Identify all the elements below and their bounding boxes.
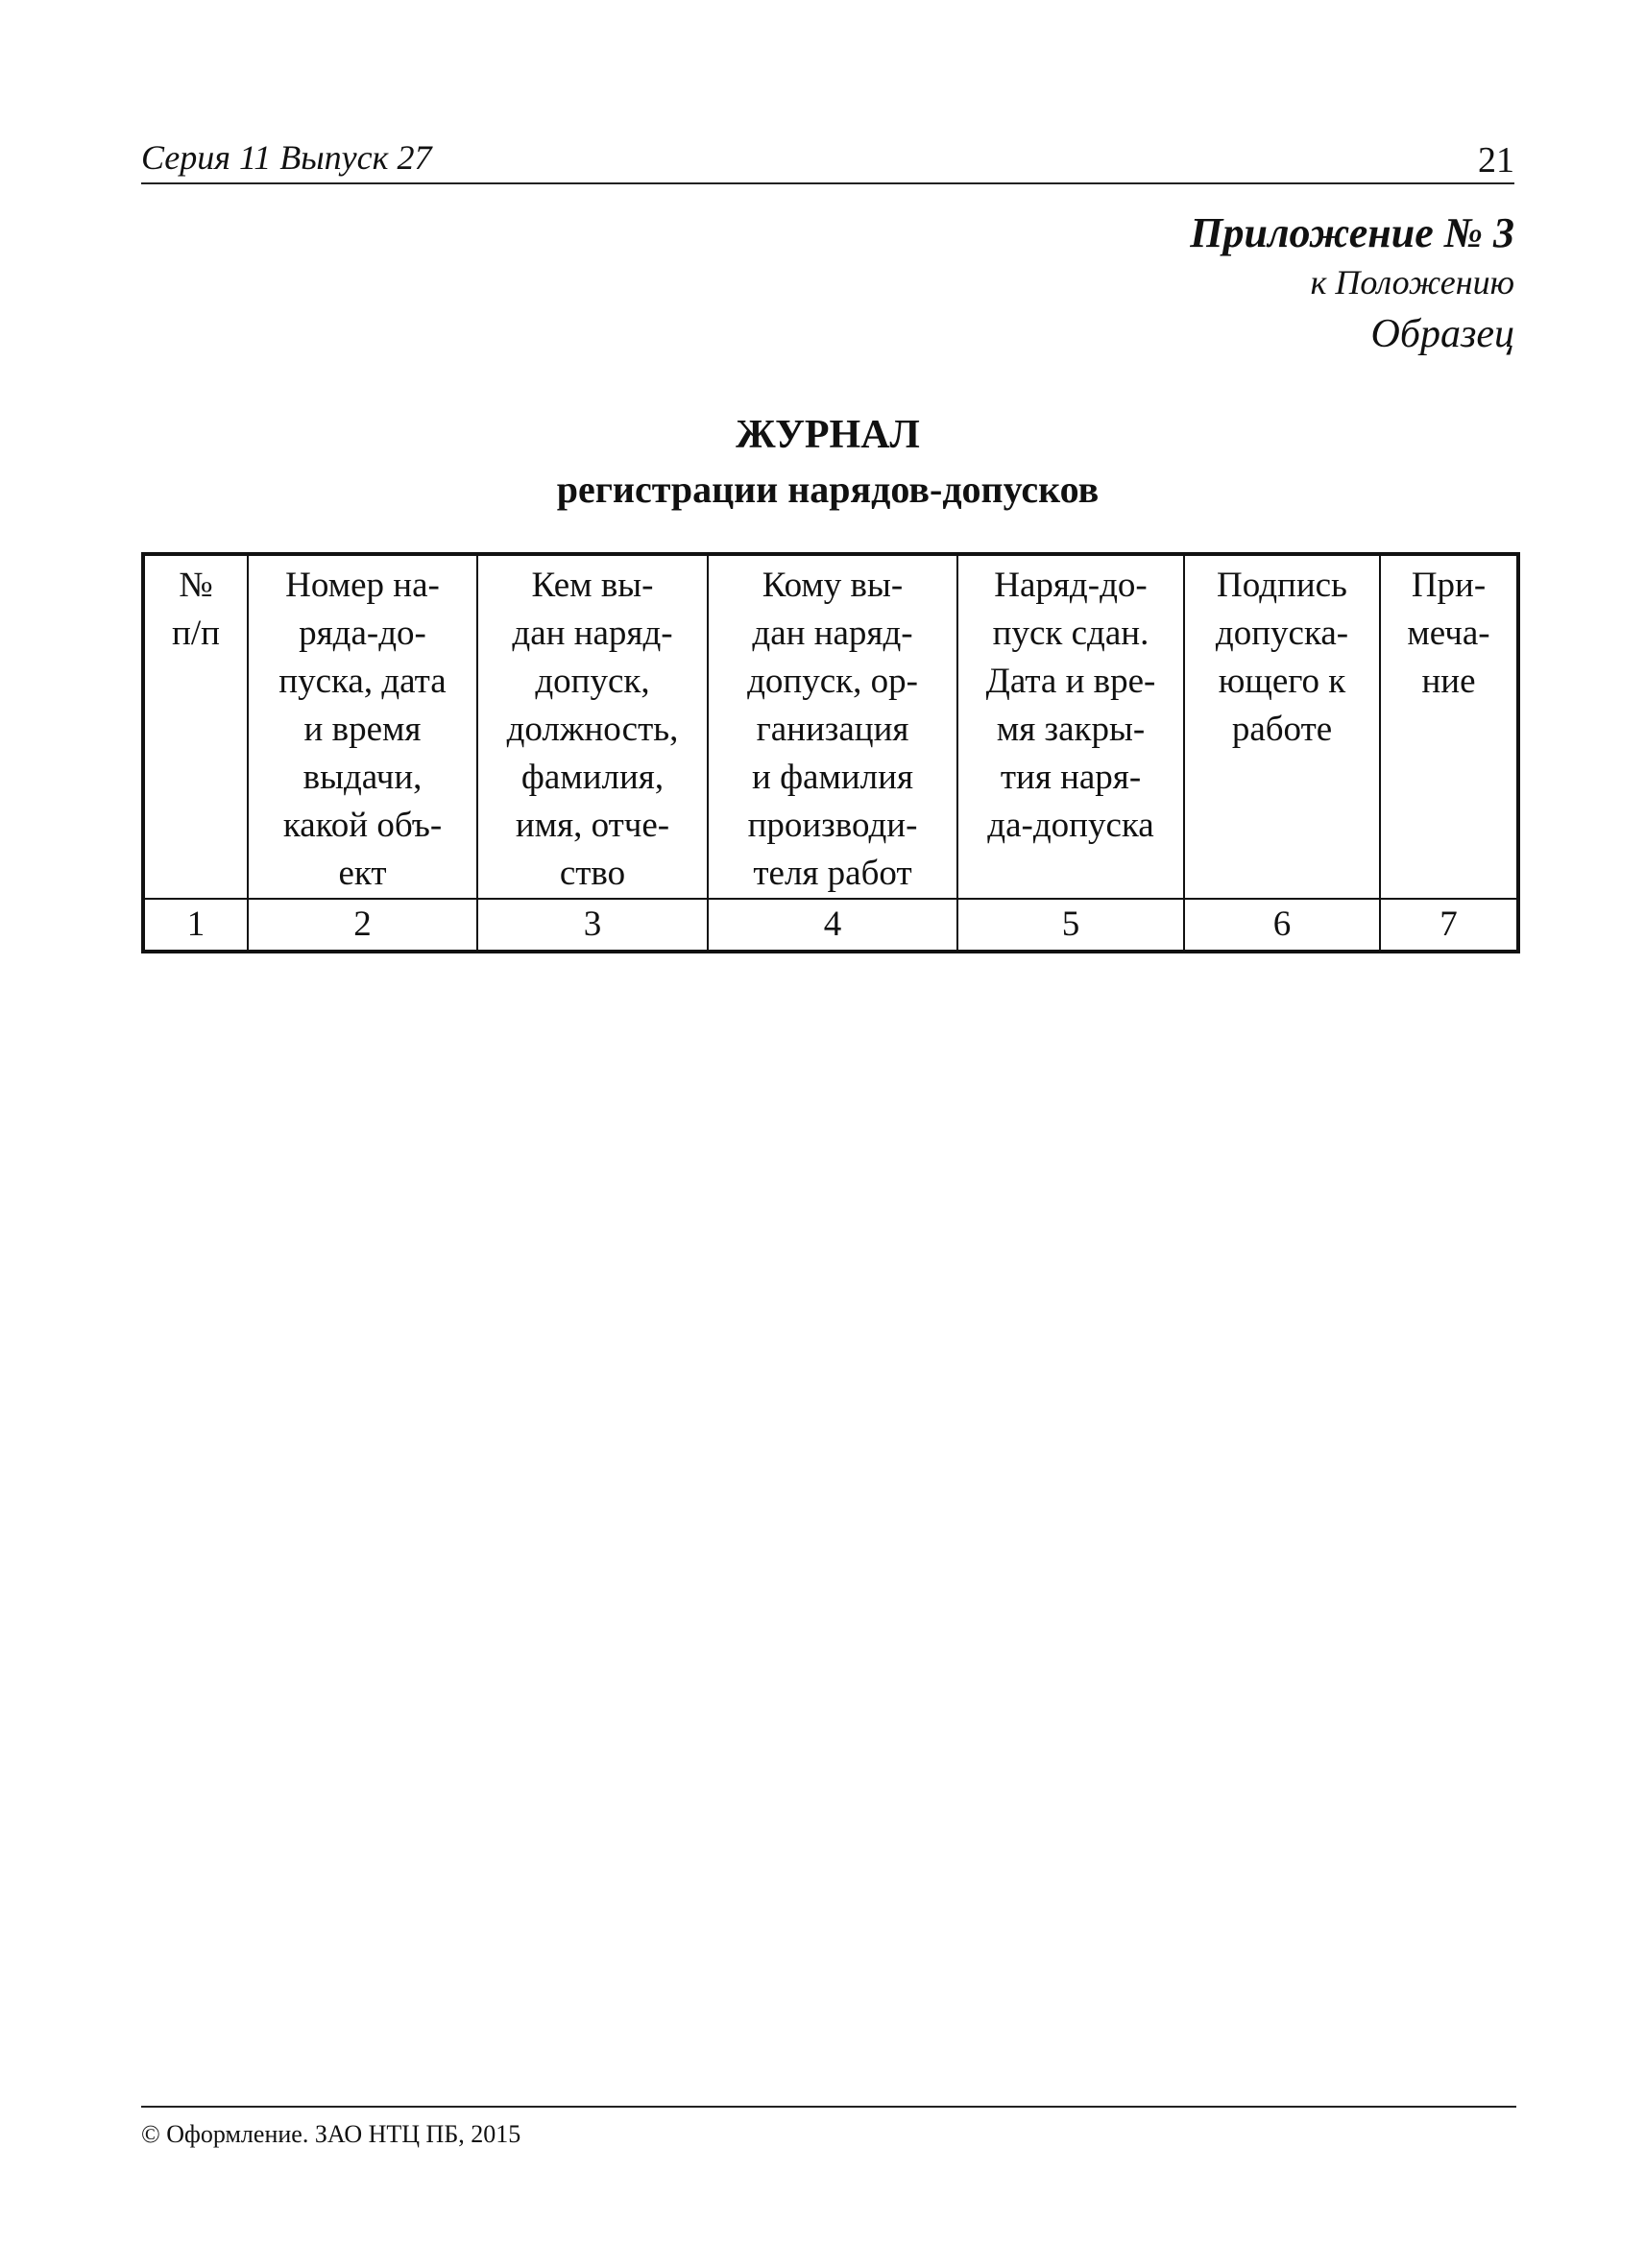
table-row-column-numbers [143, 899, 1518, 952]
column-number-cell: 6 [1184, 899, 1380, 952]
page-number: 21 [1478, 140, 1514, 181]
series-label: Серия 11 Выпуск 27 [141, 138, 432, 177]
page-header [141, 134, 1514, 184]
journal-title-block [141, 408, 1514, 518]
appendix-subtitle: к Положению [1310, 263, 1514, 302]
column-number-cell: 4 [708, 899, 957, 952]
column-number-cell: 3 [477, 899, 708, 952]
footer-divider [141, 2106, 1516, 2108]
header-cell-permit-closed: Наряд-до- пуск сдан. Дата и вре- мя закры- тия наря- да-допуска [957, 554, 1184, 899]
column-number-cell: 1 [143, 899, 248, 952]
column-number-cell: 5 [957, 899, 1184, 952]
header-cell-signature: Подпись допуска- ющего к работе [1184, 554, 1380, 899]
header-cell-issued-by: Кем вы- дан наряд- допуск, должность, фамилия, имя, отче- ство [477, 554, 708, 899]
header-cell-issued-to: Кому вы- дан наряд- допуск, ор- ганизация и фамилия производи- теля работ [708, 554, 957, 899]
header-cell-notes: При- меча- ние [1380, 554, 1518, 899]
column-number-cell: 7 [1380, 899, 1518, 952]
journal-table [141, 552, 1520, 953]
header-cell-number: № п/п [143, 554, 248, 899]
table-header-row [143, 554, 1518, 899]
journal-subtitle: регистрации нарядов-допусков [556, 468, 1100, 511]
appendix-block [1190, 206, 1514, 364]
column-number-cell: 2 [248, 899, 477, 952]
journal-title: ЖУРНАЛ [736, 413, 920, 457]
header-cell-permit-number: Номер на- ряда-до- пуска, дата и время выдачи, какой объ- ект [248, 554, 477, 899]
appendix-sample-label: Образец [1370, 312, 1514, 356]
appendix-title: Приложение № 3 [1190, 209, 1514, 256]
copyright-text: © Оформление. ЗАО НТЦ ПБ, 2015 [141, 2120, 521, 2148]
